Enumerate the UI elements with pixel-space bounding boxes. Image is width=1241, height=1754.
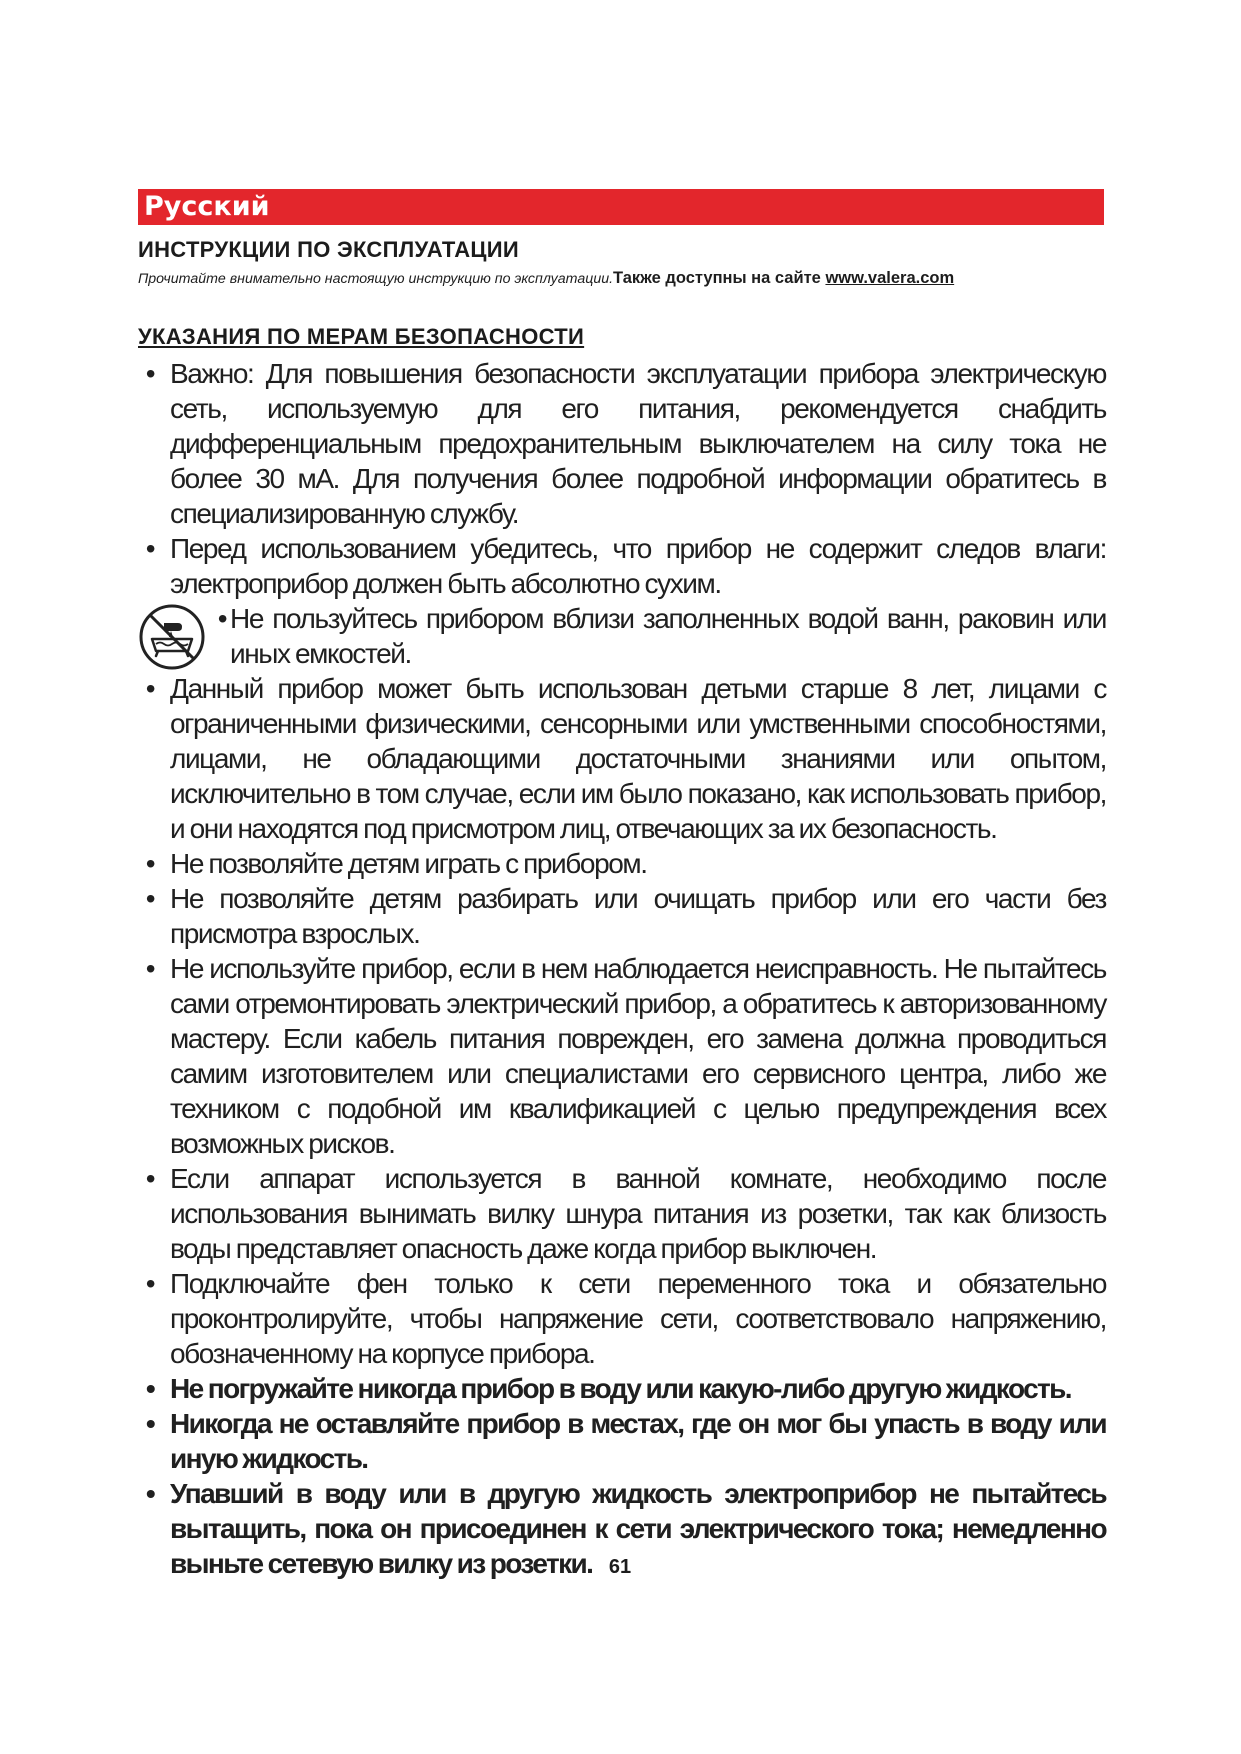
list-item-text: Данный прибор может быть использован детьми старше 8 лет, лицами с ограниченными физическими, сенсорными или умственными способностями, лицами, не обладающими достаточными знаниями или опытом, исключительно в том случае, если им было показано, как использовать прибор, и они находятся под присмотром лиц, отвечающих за их безопасность. xyxy=(170,673,1106,844)
list-item-text: Не позволяйте детям играть с прибором. xyxy=(170,848,647,879)
bullet: • xyxy=(145,1408,155,1439)
bullet: • xyxy=(145,1163,155,1194)
list-item-warning xyxy=(138,1371,1106,1406)
list-item xyxy=(138,356,1106,531)
list-item-text: Важно: Для повышения безопасности эксплуатации прибора электрическую сеть, используемую для его питания, рекомендуется снабдить дифференциальным предохранительным выключателем на силу тока не более 30 мА. Для получения более подробной информации обратитесь в специализированную службу. xyxy=(170,358,1106,529)
safety-instructions-list xyxy=(138,356,1106,1581)
no-use-near-bathtub-icon xyxy=(138,603,206,671)
list-item-text: Не погружайте никогда прибор в воду или какую-либо другую жидкость. xyxy=(170,1373,1071,1404)
bullet: • xyxy=(145,848,155,879)
page-title: ИНСТРУКЦИИ ПО ЭКСПЛУАТАЦИИ xyxy=(138,237,520,262)
bullet: • xyxy=(145,1373,155,1404)
list-item xyxy=(138,1266,1106,1371)
list-item-warning xyxy=(138,1406,1106,1476)
bullet: • xyxy=(145,673,155,704)
list-item-text: Если аппарат используется в ванной комнате, необходимо после использования вынимать вилку шнура питания из розетки, так как близость воды представляет опасность даже когда прибор выключен. xyxy=(170,1163,1106,1264)
list-item xyxy=(138,531,1106,601)
list-item xyxy=(138,1161,1106,1266)
list-item xyxy=(138,846,1106,881)
page-number: 61 xyxy=(608,1556,632,1578)
language-section-bar xyxy=(138,189,1104,225)
list-item-text: Перед использованием убедитесь, что прибор не содержит следов влаги: электроприбор должен быть абсолютно сухим. xyxy=(170,533,1106,599)
list-item xyxy=(138,671,1106,846)
list-item-text: Не пользуйтесь прибором вблизи заполненных водой ванн, раковин или иных емкостей. xyxy=(230,603,1106,669)
bullet: • xyxy=(145,1478,155,1509)
bullet: • xyxy=(145,953,155,984)
list-item-text: Никогда не оставляйте прибор в местах, где он мог бы упасть в воду или иную жидкость. xyxy=(170,1408,1106,1474)
safety-section-heading: УКАЗАНИЯ ПО МЕРАМ БЕЗОПАСНОСТИ xyxy=(138,324,585,349)
bullet: • xyxy=(145,883,155,914)
website-link[interactable]: www.valera.com xyxy=(825,269,955,287)
list-item-text: Не позволяйте детям разбирать или очищать прибор или его части без присмотра взрослых. xyxy=(170,883,1106,949)
bullet: • xyxy=(145,358,155,389)
bullet: • xyxy=(217,603,227,634)
list-item-text: Подключайте фен только к сети переменного тока и обязательно проконтролируйте, чтобы напряжение сети, соответствовало напряжению, обозначенному на корпусе прибора. xyxy=(170,1268,1106,1369)
subtitle-line xyxy=(138,269,1108,288)
language-label: Русский xyxy=(144,191,270,222)
subtitle-italic-note: Прочитайте внимательно настоящую инструкцию по эксплуатации. xyxy=(138,271,614,287)
list-item-text: Упавший в воду или в другую жидкость электроприбор не пытайтесь вытащить, пока он присоединен к сети электрического тока; немедленно выньте сетевую вилку из розетки. xyxy=(170,1478,1106,1579)
bullet: • xyxy=(145,1268,155,1299)
list-item xyxy=(138,951,1106,1161)
list-item xyxy=(138,881,1106,951)
list-item xyxy=(138,601,1106,671)
bullet: • xyxy=(145,533,155,564)
subtitle-availability-text: Также доступны на сайте xyxy=(613,269,826,287)
list-item-text: Не используйте прибор, если в нем наблюдается неисправность. Не пытайтесь сами отремонтировать электрический прибор, а обратитесь к авторизованному мастеру. Если кабель питания поврежден, его замена должна проводиться самим изготовителем или специалистами его сервисного центра, либо же техником с подобной им квалификацией с целью предупреждения всех возможных рисков. xyxy=(170,953,1106,1159)
